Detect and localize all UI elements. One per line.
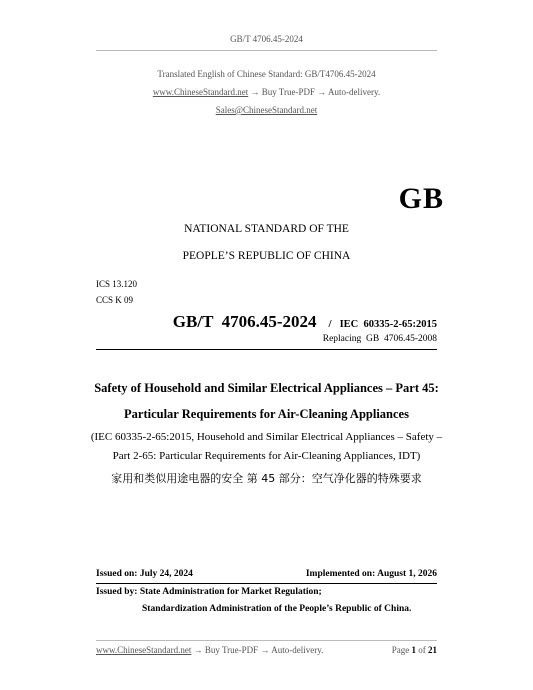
website-link[interactable]: www.ChineseStandard.net — [152, 87, 249, 97]
buy-true-pdf-text: Buy True-PDF — [261, 87, 315, 97]
arrow-right-icon: → — [193, 645, 203, 655]
implemented-on-date: Implemented on: August 1, 2026 — [305, 569, 437, 579]
header-divider — [96, 50, 437, 51]
sales-email-link[interactable]: Sales@ChineseStandard.net — [215, 105, 318, 115]
subtitle-line2: Part 2-65: Particular Requirements for Air-Cleaning Appliances, IDT) — [112, 450, 421, 462]
ccs-code: CCS K 09 — [96, 295, 134, 305]
title-line2: Particular Requirements for Air-Cleaning Appliances — [124, 407, 409, 421]
issued-by-line1: Issued by: State Administration for Market Regulation; — [96, 587, 322, 597]
page-label: Page — [391, 645, 410, 655]
replacing-note: Replacing GB 4706.45-2008 — [322, 334, 437, 344]
translation-notice: Translated English of Chinese Standard: GB/T4706.45-2024 — [157, 69, 376, 79]
running-header: GB/T 4706.45-2024 — [230, 34, 303, 44]
number-divider — [96, 349, 437, 350]
of-label: of — [418, 645, 426, 655]
gb-mark: GB — [398, 182, 444, 215]
chinese-title: 家用和类似用途电器的安全 第 45 部分：空气净化器的特殊要求 — [111, 472, 422, 485]
ics-code: ICS 13.120 — [96, 279, 138, 289]
subtitle-line1: (IEC 60335-2-65:2015, Household and Similar Electrical Appliances – Safety – — [90, 431, 443, 443]
page-indicator — [0, 645, 437, 655]
arrow-right-icon: → — [260, 645, 270, 655]
title-line1: Safety of Household and Similar Electrical Appliances – Part 45: — [94, 381, 439, 395]
number-separator: / — [328, 318, 332, 330]
footer-divider — [96, 640, 437, 641]
auto-delivery-text: Auto-delivery. — [328, 87, 381, 97]
national-standard-line1: NATIONAL STANDARD OF THE — [184, 223, 349, 235]
page-number: 1 — [411, 645, 416, 655]
total-pages: 21 — [428, 645, 437, 655]
issued-on-date: Issued on: July 24, 2024 — [96, 569, 193, 579]
arrow-right-icon: → — [317, 87, 327, 97]
footer-buy-true-pdf-text: Buy True-PDF — [204, 645, 259, 655]
dates-divider — [96, 583, 437, 584]
footer-auto-delivery-text: Auto-delivery. — [271, 645, 324, 655]
purchase-line — [0, 87, 533, 97]
national-standard-line2: PEOPLE’S REPUBLIC OF CHINA — [182, 250, 351, 262]
footer-website-link[interactable]: www.ChineseStandard.net — [96, 645, 192, 655]
arrow-right-icon: → — [250, 87, 260, 97]
standard-number-line — [0, 312, 437, 332]
iec-number: IEC 60335-2-65:2015 — [339, 319, 437, 330]
standard-number: GB/T 4706.45-2024 — [172, 312, 317, 331]
issued-by-line2: Standardization Administration of the People’s Republic of China. — [142, 604, 412, 614]
